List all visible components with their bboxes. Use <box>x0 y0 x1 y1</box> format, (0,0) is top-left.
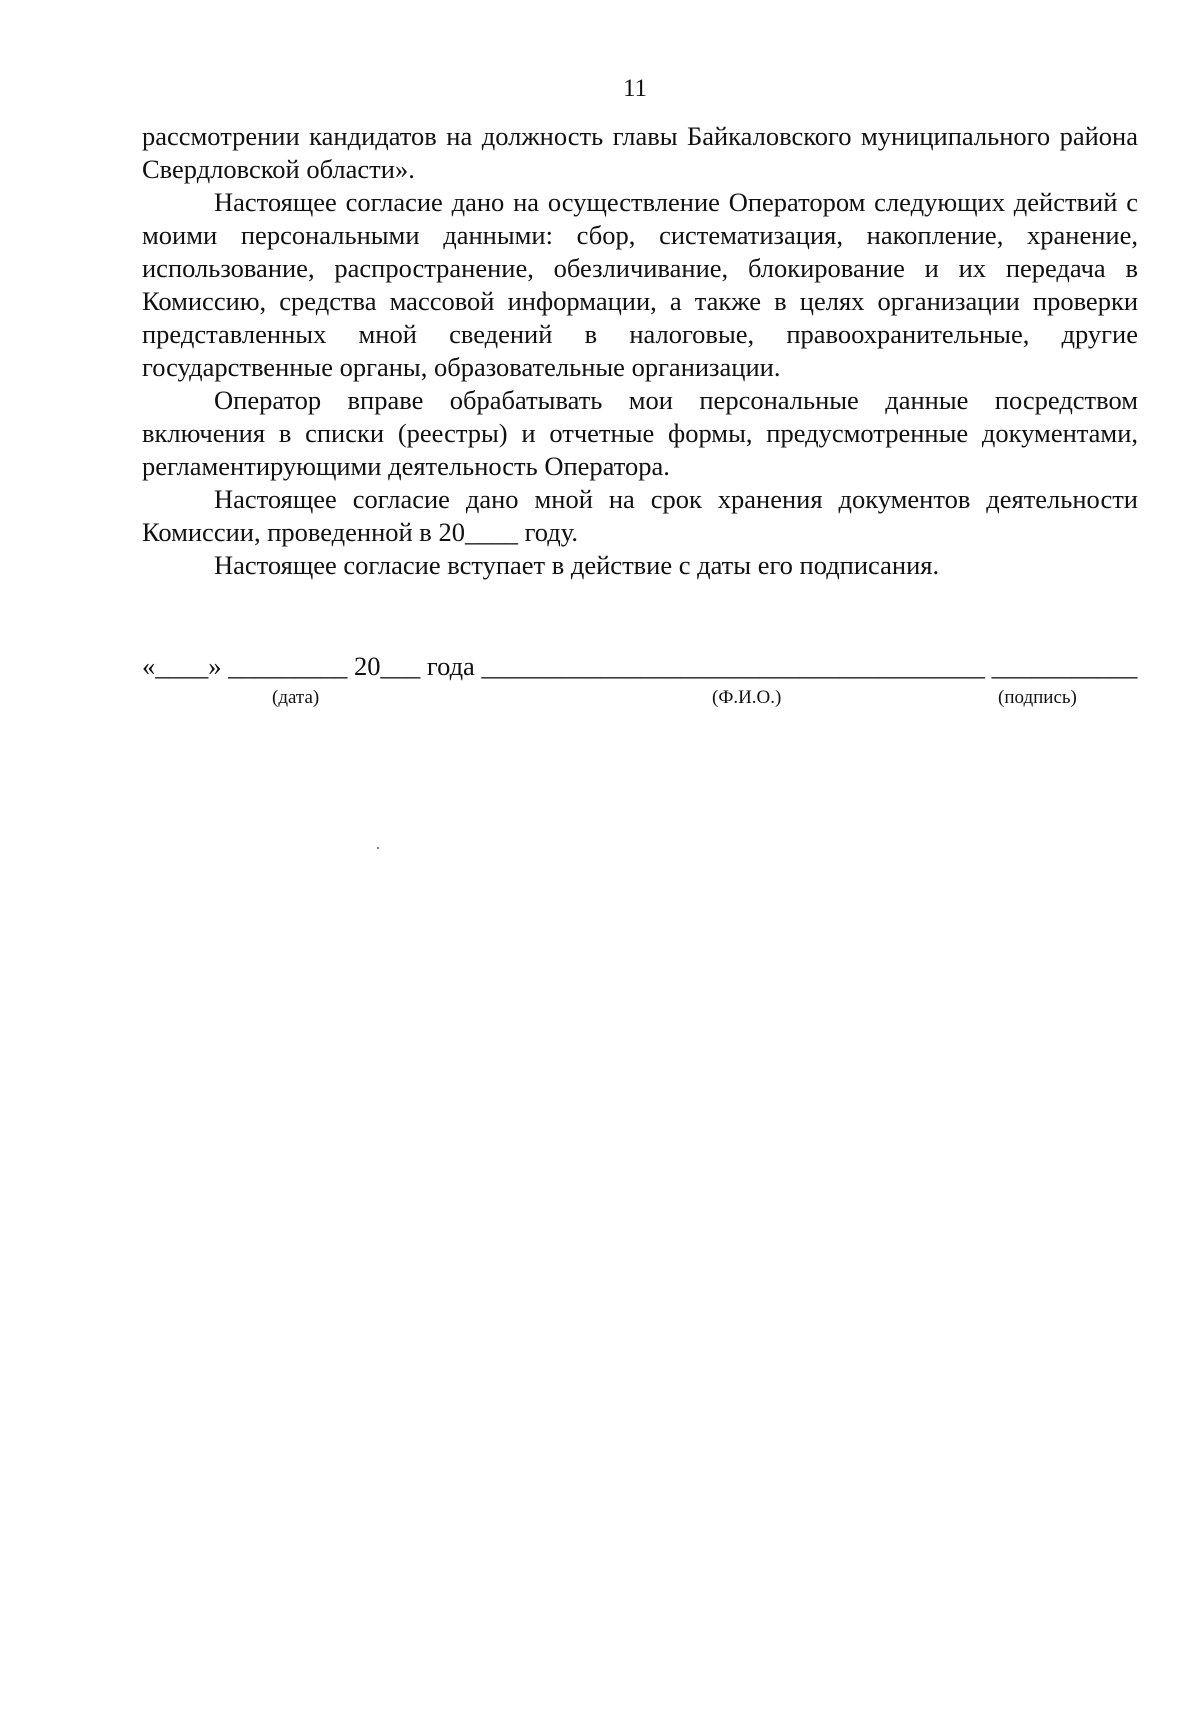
paragraph-operator-rights: Оператор вправе обрабатывать мои персональные данные посредством включения в списки (реестры) и отчетные формы, предусмотренные документами, регламентирующими деятельность Оператора. <box>142 385 1138 481</box>
fio-caption: (Ф.И.О.) <box>712 687 782 708</box>
document-body <box>142 120 1138 582</box>
page-number: 11 <box>622 75 648 102</box>
scan-speck <box>377 847 379 849</box>
signature-caption: (подпись) <box>998 687 1077 708</box>
paragraph-continuation: рассмотрении кандидатов на должность главы Байкаловского муниципального района Свердловской области». <box>142 121 1138 184</box>
paragraph-consent-actions: Настоящее согласие дано на осуществление Оператором следующих действий с моими персональными данными: сбор, систематизация, накопление, хранение, использование, распространение, обезличивание, блокирование и их передача в Комиссию, средства массовой информации, а также в целях организации проверки представленных мной сведений в налоговые, правоохранительные, другие государственные органы, образовательные организации. <box>142 187 1138 382</box>
date-caption: (дата) <box>272 687 320 708</box>
paragraph-consent-term: Настоящее согласие дано мной на срок хранения документов деятельности Комиссии, проведенной в 20____ году. <box>142 484 1138 547</box>
signature-line: «____» _________ 20___ года ______________________________________ ___________ <box>142 651 1138 681</box>
paragraph-consent-effective: Настоящее согласие вступает в действие с даты его подписания. <box>214 550 940 580</box>
